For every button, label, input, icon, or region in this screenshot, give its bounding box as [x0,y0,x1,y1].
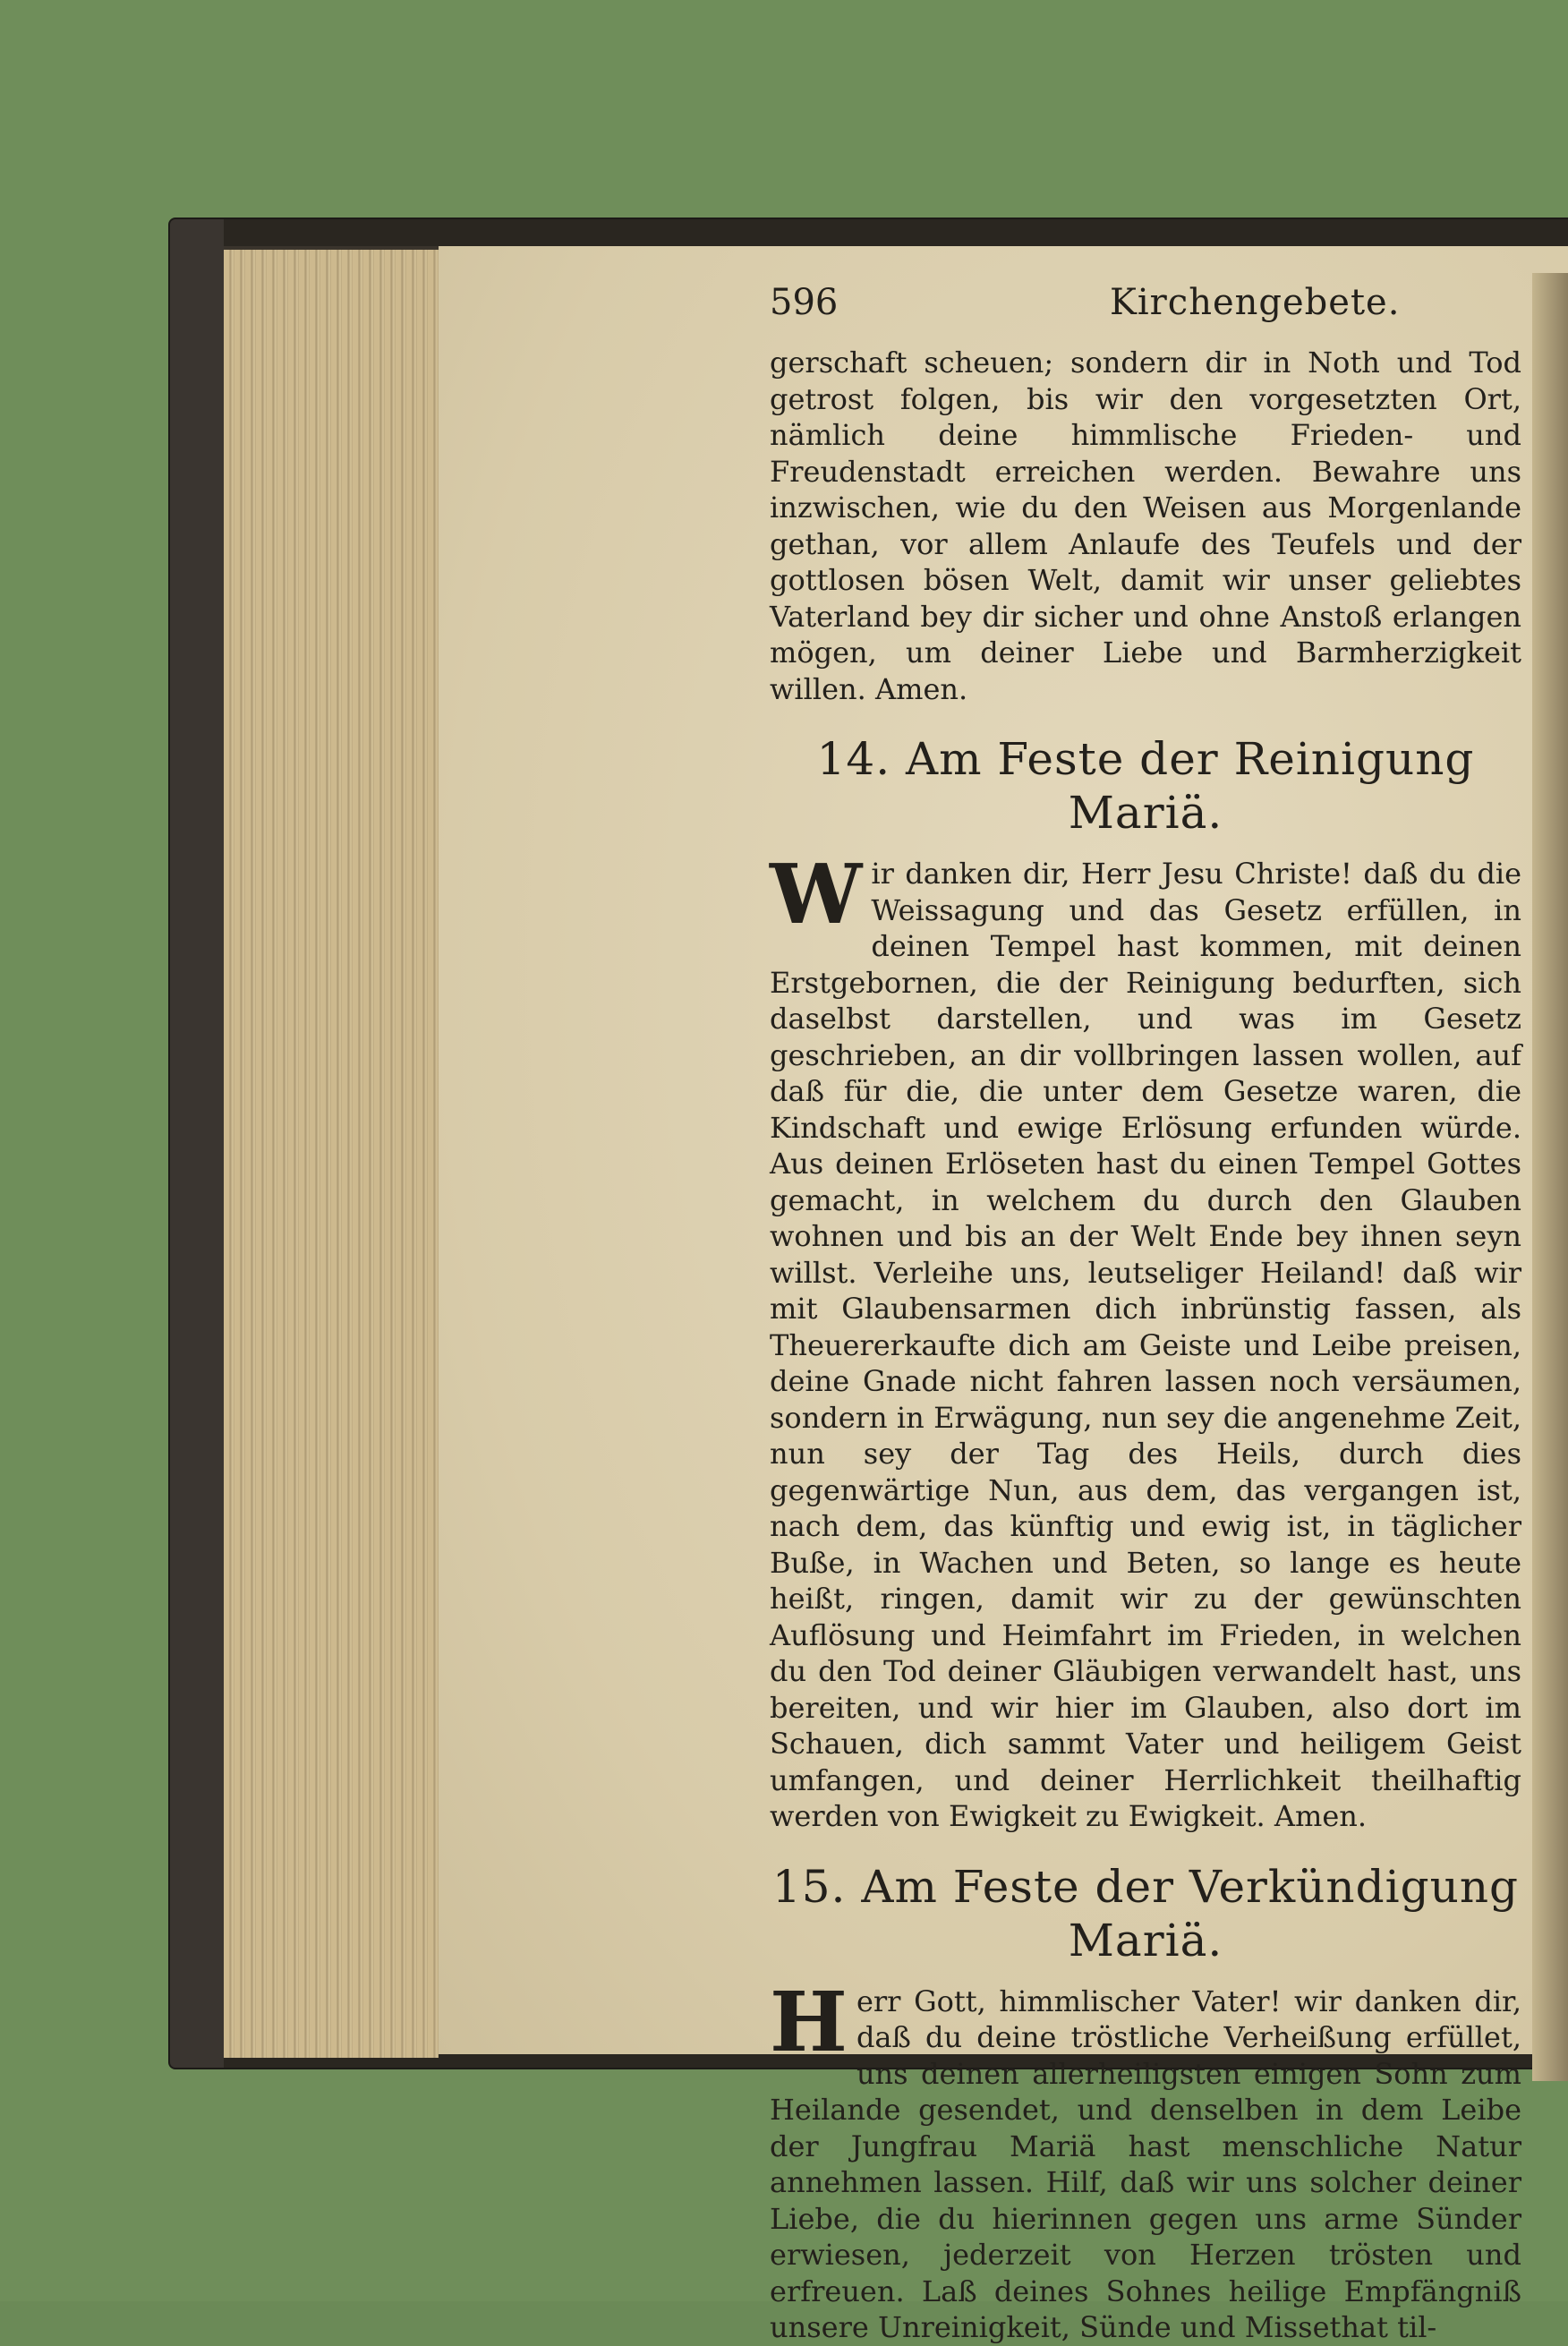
section-title-15: 15. Am Feste der Verkündigung Mariä. [771,1860,1520,1966]
page-number: 596 [770,282,839,323]
drop-cap: W [770,846,863,943]
paragraph-continuation: gerschaft scheuen; sondern dir in Noth und Tod getrost folgen, bis wir den vorgesetzten Ort, nämlich deine himmlische Frieden- und Freudenstadt erreichen werden. Bewahre uns inzwischen, wie du den Weisen aus Morgenlande gethan, vor allem Anlaufe des Teufels und der gottlosen bösen Welt, damit wir unser geliebtes Vaterland bey dir sicher und ohne Anstoß erlangen mögen, um deiner Liebe und Barmherzigkeit willen. Amen. [770,346,1521,706]
paragraph-section-15 [770,1973,1521,2346]
paragraph-section-14 [770,846,1521,1835]
paragraph-text: ir danken dir, Herr Jesu Christe! daß du die Weissagung und das Gesetz erfüllen, in deinen Tempel hast kommen, mit deinen Erstgebornen, die der Reinigung bedurften, sich daselbst darstellen, und was im Gesetz geschrieben, an dir vollbringen lassen wollen, auf daß für die, die unter dem Gesetze waren, die Kindschaft und ewige Erlösung erfunden würde. Aus deinen Erlöseten hast du einen Tempel Gottes gemacht, in welchem du durch den Glauben wohnen und bis an der Welt Ende bey ihnen seyn willst. Verleihe uns, leutseliger Heiland! daß wir mit Glaubensarmen dich inbrünstig fassen, als Theuererkaufte dich am Geiste und Leibe preisen, deine Gnade nicht fahren lassen noch versäumen, sondern in Erwägung, nun sey die angenehme Zeit, nun sey der Tag des Heils, durch dies gegenwärtige Nun, aus dem, das vergangen ist, nach dem, das künftig und ewig ist, in täglicher Buße, in Wachen und Beten, so lange es heute heißt, ringen, damit wir zu der gewünschten Auflösung und Heimfahrt im Frieden, in welchen du den Tod deiner Gläubigen verwandelt hast, uns bereiten, und wir hier im Glauben, also dort im Schauen, dich sammt Vater und heiligem Geist umfangen, und deiner Herrlichkeit theilhaftig werden von Ewigkeit zu Ewigkeit. Amen. [770,857,1521,1833]
book-page [439,246,1568,2344]
page-content [770,282,1521,2346]
running-head: Kirchengebete. [1110,282,1401,323]
page-edges [224,246,439,2058]
book [170,219,1568,2344]
paragraph-text: err Gott, himmlischer Vater! wir danken dir, daß du deine tröstliche Verheißung erfüllet, uns deinen allerheiligsten einigen Sohn zum Heilande gesendet, und denselben in dem Leibe der Jungfrau Mariä hast menschliche Natur annehmen lassen. Hilf, daß wir uns solcher deiner Liebe, die du hierinnen gegen uns arme Sünder erwiesen, jederzeit von Herzen trösten und erfreuen. Laß deines Sohnes heilige Empfängniß unsere Unreinigkeit, Sünde und Missethat til- [770,1983,1521,2344]
page-gutter-edge [1532,273,1568,2081]
page-header [770,282,1521,345]
drop-cap: H [770,1973,848,2070]
book-spine [170,219,224,2068]
section-title-14: 14. Am Feste der Reinigung Mariä. [816,733,1475,839]
